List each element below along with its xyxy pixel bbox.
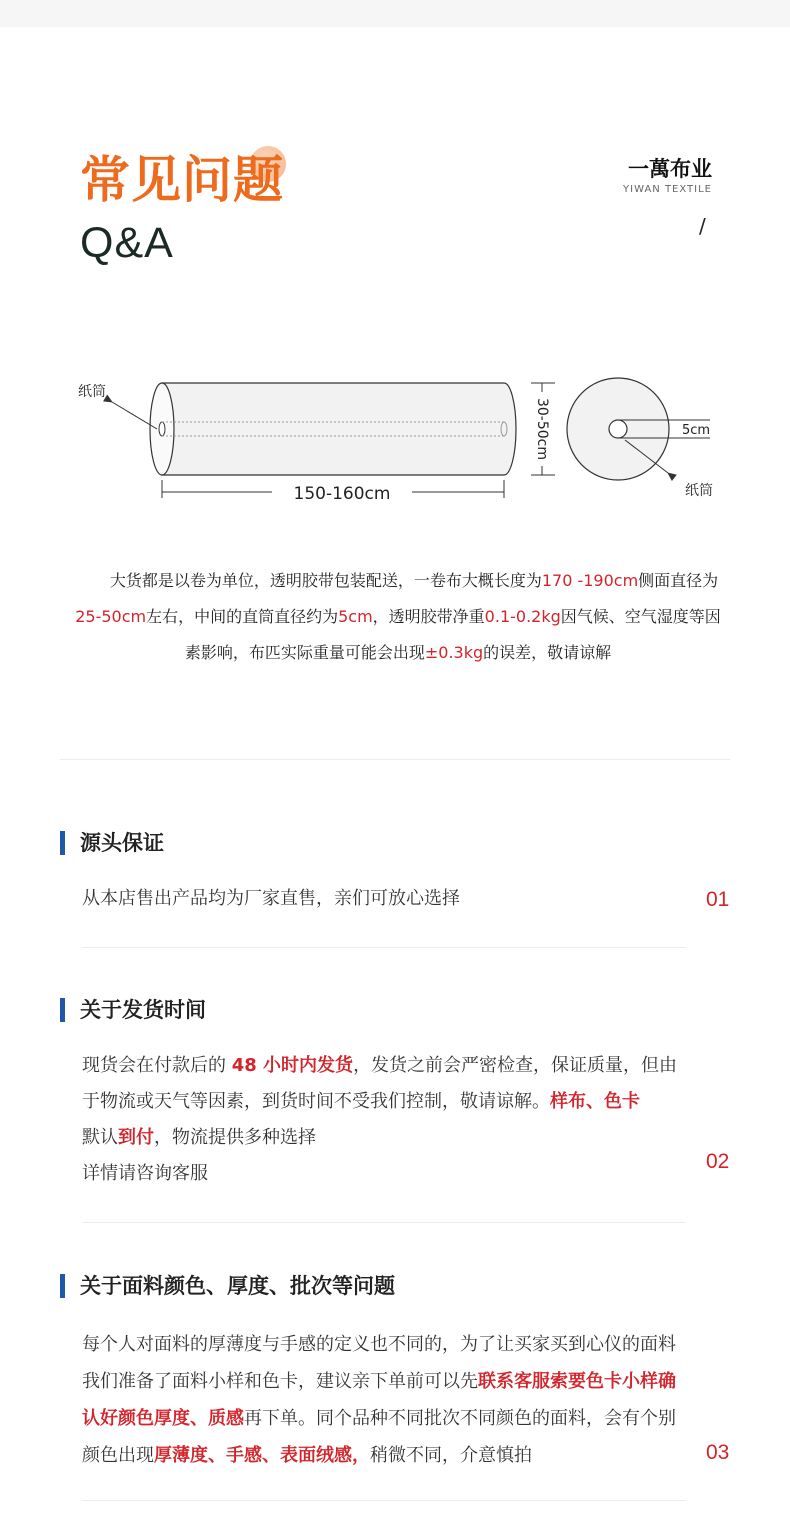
body-text: 每个人对面料的厚薄度与手感的定义也不同的，为了让买家买到心仪的面料我们准备了面料小样和色卡，建议亲下单前可以先 <box>82 1334 676 1392</box>
core-size-label: 5cm <box>682 423 711 438</box>
brand-name-en: YIWAN TEXTILE <box>623 184 712 195</box>
section-body <box>82 1048 692 1192</box>
section-number: 02 <box>706 1150 730 1173</box>
section-title: 源头保证 <box>80 831 164 855</box>
length-label: 150-160cm <box>293 484 391 504</box>
tube-label-right: 纸筒 <box>685 483 713 499</box>
body-highlight: 厚薄度、手感、表面绒感， <box>154 1445 370 1466</box>
desc-text: ，透明胶带净重 <box>372 607 485 626</box>
section-body: 从本店售出产品均为厂家直售，亲们可放心选择 <box>82 888 460 909</box>
section-line <box>82 1500 686 1501</box>
body-highlight: 联系客服索要色卡小样确认好颜色厚度、质感 <box>82 1371 676 1429</box>
section-divider <box>60 759 730 760</box>
section-title: 关于发货时间 <box>80 998 206 1022</box>
desc-text: 大货都是以卷为单位，透明胶带包装配送，一卷布大概长度为 <box>109 571 542 590</box>
body-text: 详情请咨询客服 <box>82 1163 208 1184</box>
section-line <box>82 947 686 948</box>
body-highlight: 样布、色卡 <box>550 1091 640 1112</box>
desc-highlight-length: 170 -190cm <box>541 571 639 590</box>
top-band <box>0 0 790 27</box>
body-text: ，物流提供多种选择 <box>154 1127 316 1148</box>
body-text: 再下单。同个品种不同批次不同颜色的面料，会有个别颜色出现 <box>82 1408 676 1466</box>
desc-text: 侧面直径为 <box>638 571 719 590</box>
section-number: 03 <box>706 1441 730 1464</box>
section-number: 01 <box>706 888 730 911</box>
page-title: 常见问题 <box>80 151 284 209</box>
diameter-label: 30-50cm <box>534 397 550 461</box>
roll-description <box>68 563 728 671</box>
body-highlight: 48 小时内发货 <box>231 1055 354 1076</box>
section-title: 关于面料颜色、厚度、批次等问题 <box>80 1274 395 1298</box>
section-body <box>82 1326 692 1474</box>
fabric-roll-diagram <box>0 360 790 510</box>
section-marker <box>60 998 65 1022</box>
brand-name: 一萬布业 <box>628 157 712 181</box>
body-text: 稍微不同，介意慎拍 <box>370 1445 532 1466</box>
roll-side-view <box>150 383 516 475</box>
section-line <box>82 1222 686 1223</box>
desc-highlight-tape-weight: 0.1-0.2kg <box>484 607 561 626</box>
body-text: 默认 <box>82 1127 118 1148</box>
section-marker <box>60 831 65 855</box>
body-text: 现货会在付款后的 <box>82 1055 232 1076</box>
desc-highlight-core: 5cm <box>338 607 373 626</box>
brand-slash: / <box>699 214 706 238</box>
tube-label-left: 纸筒 <box>78 384 106 400</box>
desc-text: 左右，中间的直筒直径约为 <box>146 607 339 626</box>
desc-text: 因气候、空气湿度等因素影响，布匹实际重量可能会出现 <box>184 607 721 662</box>
desc-highlight-tolerance: ±0.3kg <box>424 643 484 662</box>
page-subtitle: Q&A <box>80 219 174 267</box>
body-text: ，发货之前会严密检查，保证质量，但由于物流或天气等因素，到货时间不受我们控制，敬请谅解。 <box>82 1055 678 1112</box>
section-marker <box>60 1274 65 1298</box>
desc-text: 的误差，敬请谅解 <box>483 643 612 662</box>
desc-highlight-diameter: 25-50cm <box>75 607 147 626</box>
body-highlight: 到付 <box>118 1127 154 1148</box>
